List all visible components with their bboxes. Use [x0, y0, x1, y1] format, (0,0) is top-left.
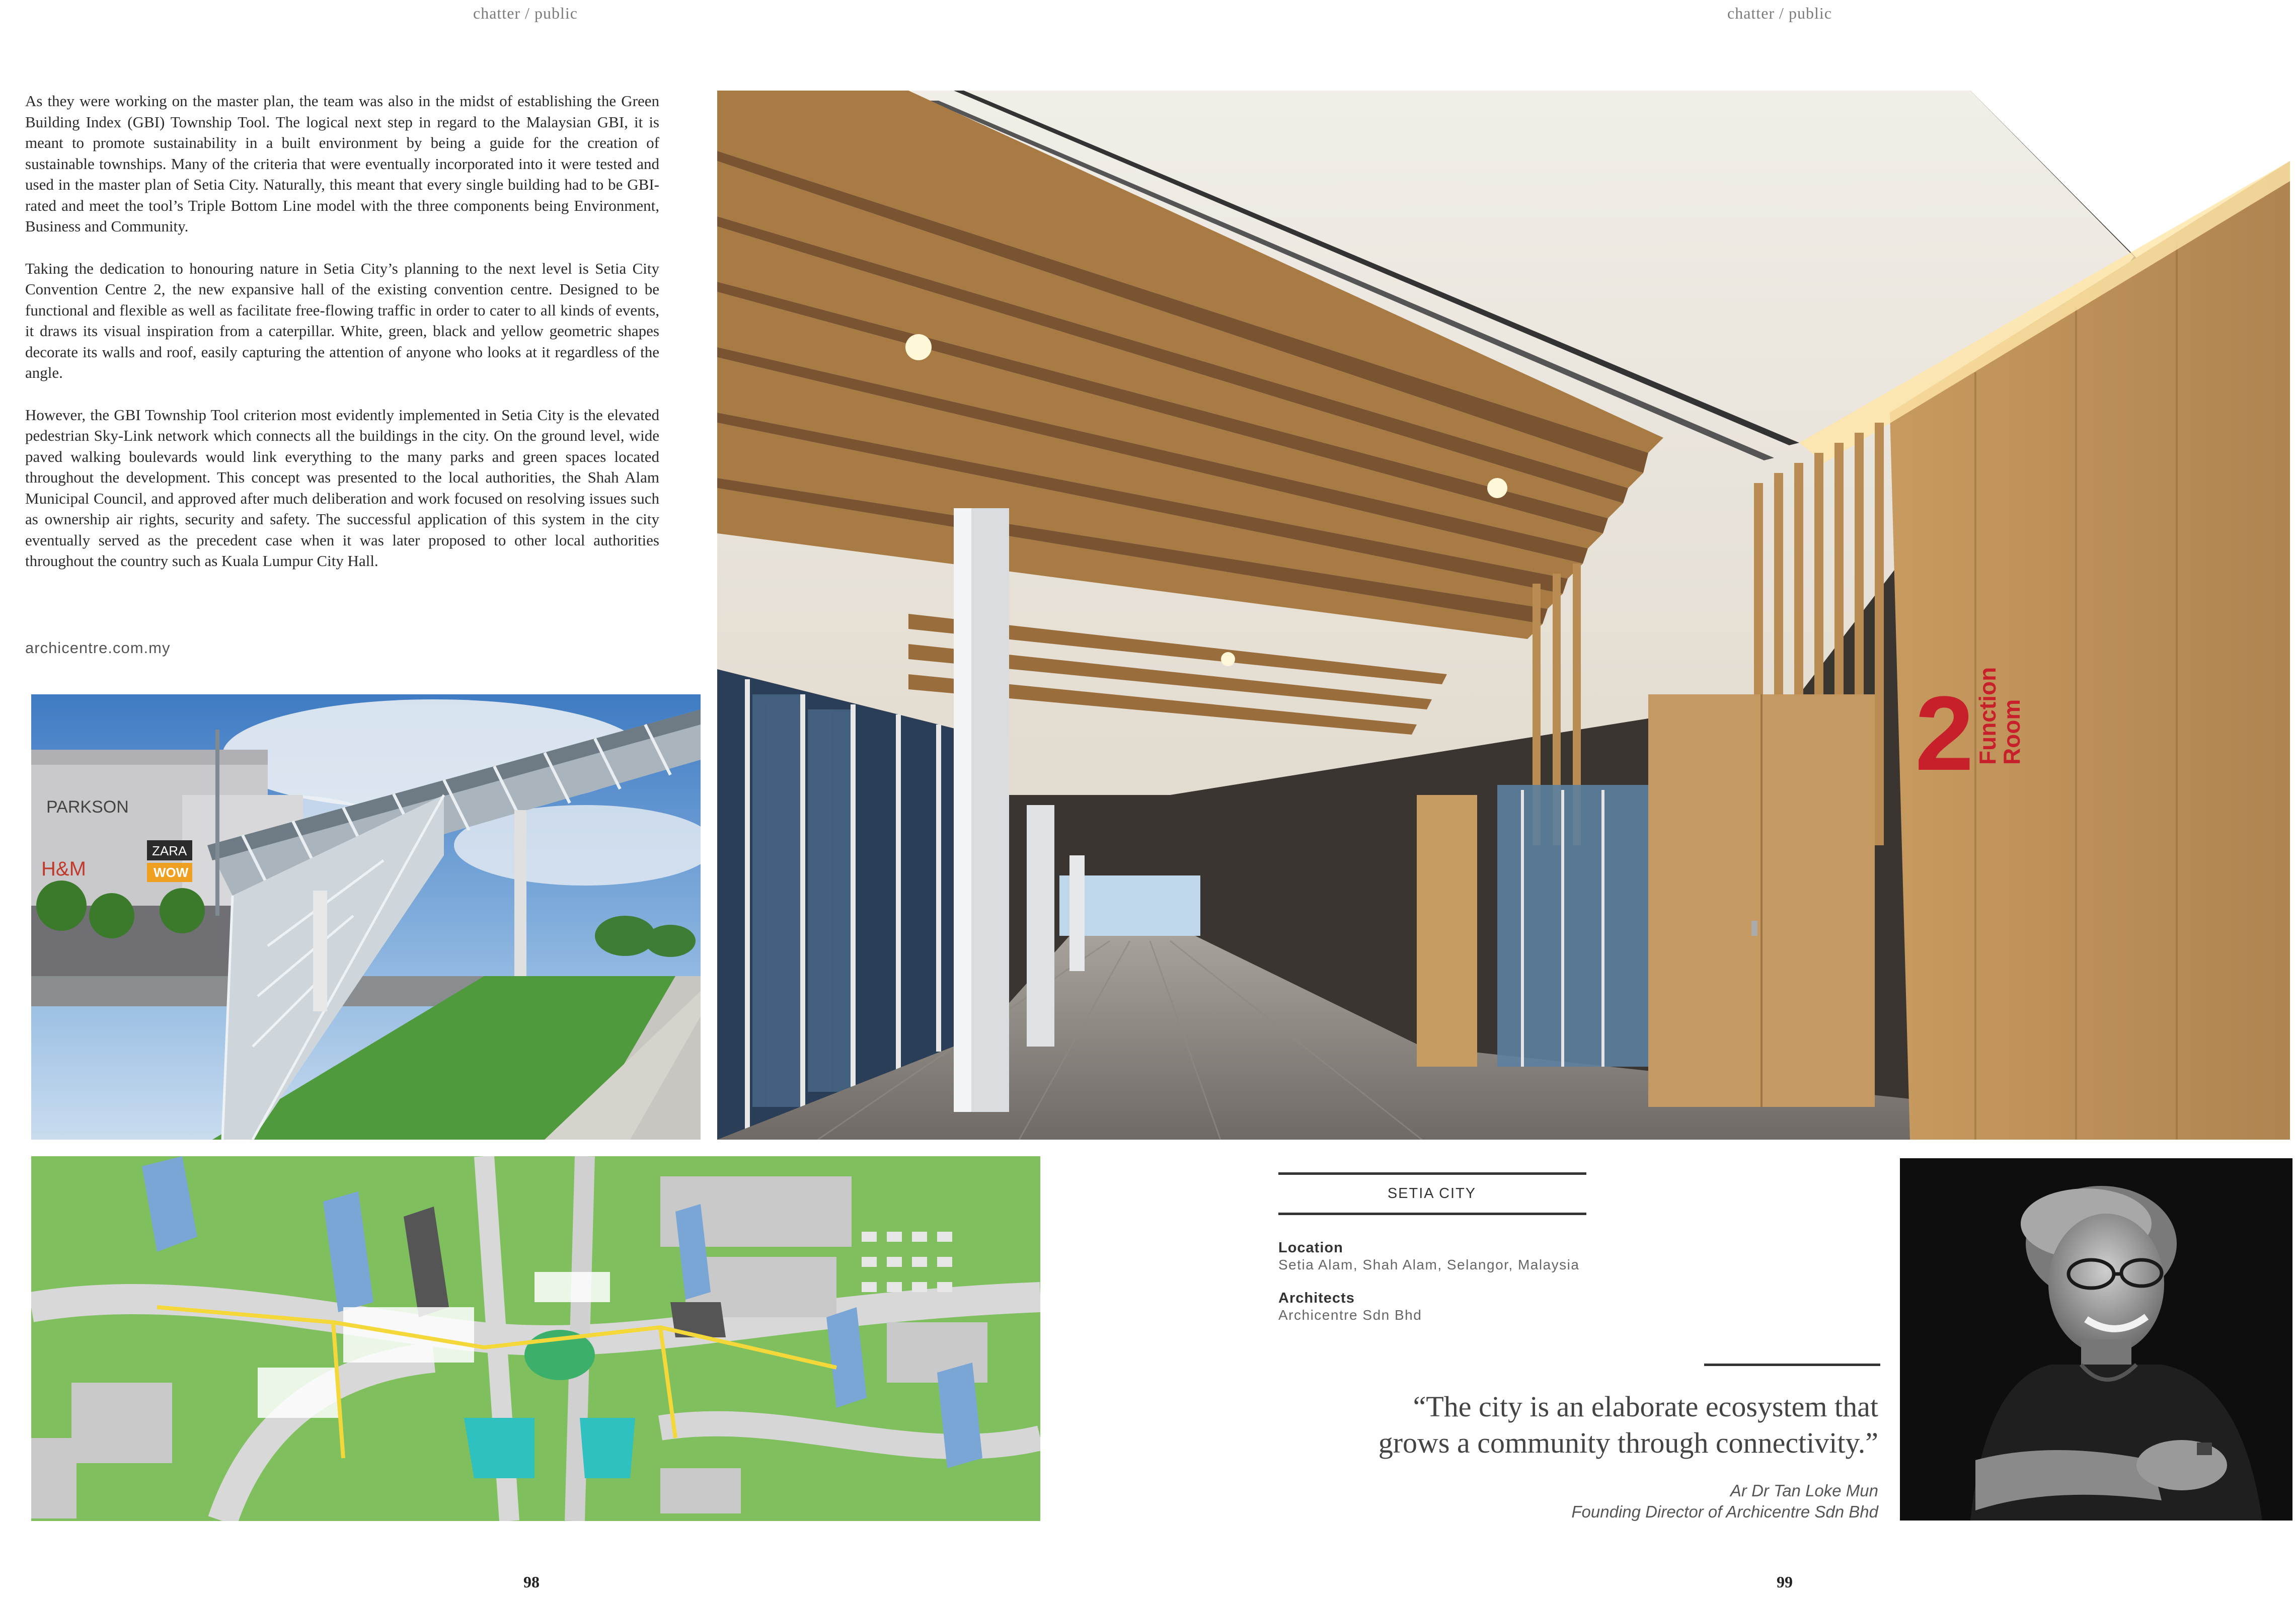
function-room-number: 2 — [1915, 674, 1974, 792]
running-head-left: chatter / public — [473, 4, 578, 22]
hm-sign: H&M — [41, 858, 86, 880]
parkson-sign: PARKSON — [46, 797, 129, 817]
location-label: Location — [1278, 1240, 1343, 1256]
quote-author-role: Founding Director of Archicentre Sdn Bhd — [1571, 1502, 1878, 1521]
function-room-label-1: Function — [1974, 667, 2001, 765]
info-rule-top — [1278, 1172, 1586, 1175]
architect-portrait-photo — [1900, 1158, 2292, 1521]
pull-quote-line-2: grows a community through connectivity.” — [1378, 1426, 1878, 1459]
master-plan-render — [31, 1156, 1040, 1521]
article-paragraph-2: Taking the dedication to honouring nature in Setia City’s planning to the next level is Setia City Convention Centre 2, the new expansive hall of the existing convention centre. Designed to be functional and flexible as well as facilitate free-flowing traffic in order to cater to all kinds of events, it draws its visual inspiration from a caterpillar. White, green, black and yellow geometric shapes decorate its walls and roof, easily capturing the attention of anyone who looks at it regardless of the angle. — [25, 259, 659, 381]
article-paragraph-1: As they were working on the master plan, the team was also in the midst of establishing the Green Building Index (GBI) Township Tool. The logical next step in regard to the Malaysian GBI, it is meant to promote sustainability in a built environment by being a guide for the creation of sustainable townships. Many of the criteria that were eventually incorporated into it were tested and used in the master plan of Setia City. Naturally, this meant that every single building had to be GBI-rated and meet the tool’s Triple Bottom Line model with the three components being Environment, Business and Community. — [25, 92, 659, 235]
pull-quote-line-1: “The city is an elaborate ecosystem that — [1413, 1390, 1878, 1423]
running-head-right: chatter / public — [1727, 4, 1832, 22]
article-paragraph-3: However, the GBI Township Tool criterion most evidently implemented in Setia City is the elevated pedestrian Sky-Link network which connects all the buildings in the city. On the ground level, wide paved walking boulevards would link everything to the many parks and green spaces located throughout the development. This concept was presented to the local authorities, the Shah Alam Municipal Council, and approved after much deliberation and work focused on resolving issues such as ownership air rights, security and safety. The successful application of this system in the city eventually served as the precedent case when it was later proposed to other local authorities throughout the country such as Kuala Lumpur City Hall. — [25, 406, 659, 570]
wow-sign: WOW — [154, 865, 189, 880]
page-number-left: 98 — [523, 1573, 540, 1591]
convention-centre-corridor-photo — [717, 91, 2290, 1140]
location-value: Setia Alam, Shah Alam, Selangor, Malaysia — [1278, 1257, 1580, 1272]
article-url: archicentre.com.my — [25, 639, 171, 657]
skylink-bridge-photo — [31, 694, 701, 1140]
info-rule-bottom — [1278, 1213, 1586, 1215]
pull-quote — [1274, 1389, 1878, 1461]
zara-sign: ZARA — [152, 843, 187, 858]
function-room-label-2: Room — [1999, 699, 2025, 765]
architects-label: Architects — [1278, 1290, 1355, 1306]
quote-author: Ar Dr Tan Loke Mun — [1730, 1481, 1878, 1500]
architects-value: Archicentre Sdn Bhd — [1278, 1307, 1422, 1323]
article-body — [25, 91, 659, 593]
project-title: SETIA CITY — [1387, 1185, 1477, 1202]
page-number-right: 99 — [1777, 1573, 1793, 1591]
quote-rule — [1704, 1364, 1880, 1366]
